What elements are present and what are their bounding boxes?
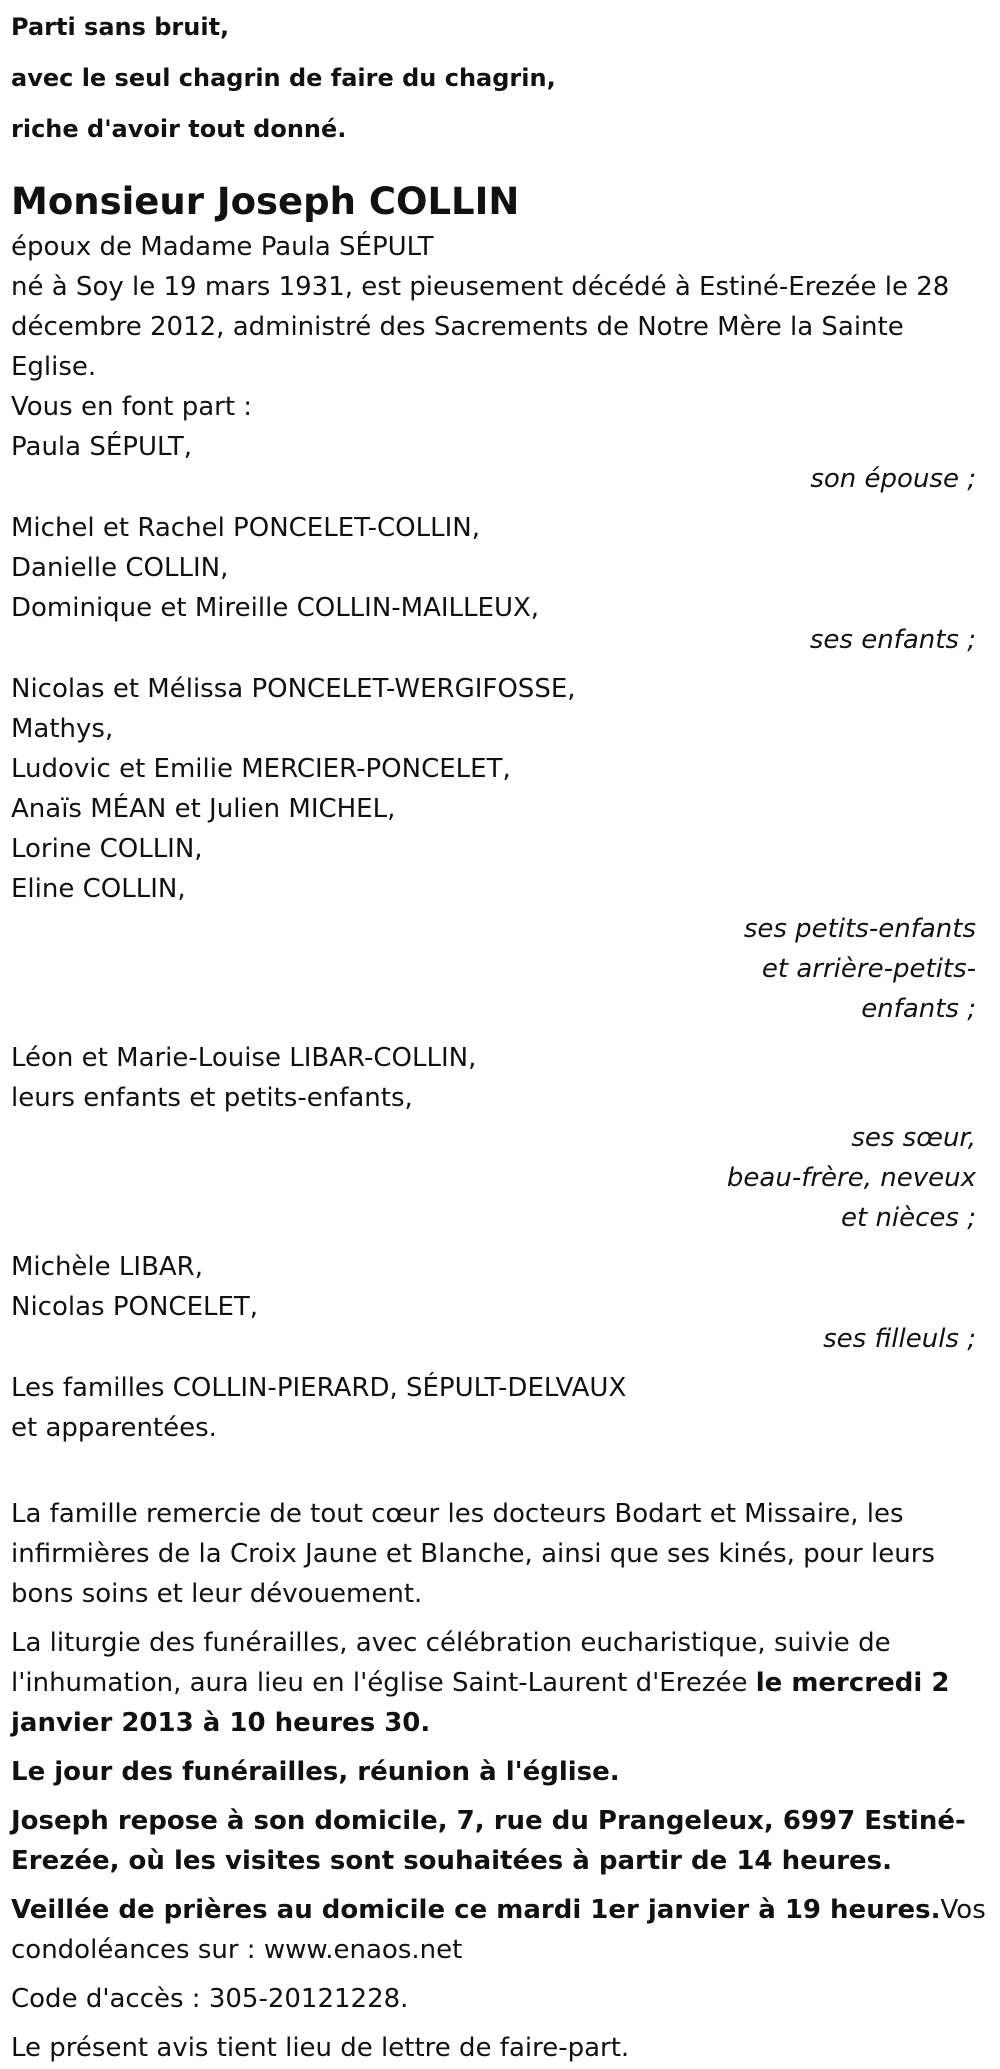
family-name-line: Lorine COLLIN, <box>11 834 203 864</box>
access-code: Code d'accès : 305-20121228. <box>11 1984 409 2014</box>
relation-label: et nièces ; <box>840 1203 976 1233</box>
liturgy-date: le mercredi 2 janvier 2013 à 10 heures 30. <box>11 1668 950 1738</box>
family-name-line: leurs enfants et petits-enfants, <box>11 1083 413 1113</box>
rest-place-text: Joseph repose à son domicile, 7, rue du Prangeleux, 6997 Estiné-Erezée, où les visites sont souhaitées à partir de 14 heures. <box>11 1806 966 1876</box>
relation-label: enfants ; <box>861 994 976 1024</box>
rest-place-paragraph <box>11 1801 989 1881</box>
family-name-line: Nicolas PONCELET, <box>11 1292 259 1322</box>
family-name-line: et apparentées. <box>11 1413 217 1443</box>
meeting-paragraph <box>11 1752 989 1792</box>
liturgy-paragraph <box>11 1623 989 1743</box>
family-group-spouse <box>11 427 989 499</box>
meeting-text: Le jour des funérailles, réunion à l'église. <box>11 1757 620 1787</box>
family-name-line: Ludovic et Emilie MERCIER-PONCELET, <box>11 754 511 784</box>
relation-label: ses enfants ; <box>809 625 976 655</box>
family-group-children <box>11 508 989 660</box>
family-group-godchildren <box>11 1247 989 1359</box>
vigil-text: Veillée de prières au domicile ce mardi 1er janvier à 19 heures. <box>11 1895 941 1925</box>
family-name-line: Léon et Marie-Louise LIBAR-COLLIN, <box>11 1043 477 1073</box>
family-name-line: Paula SÉPULT, <box>11 432 193 462</box>
family-name-line: Michèle LIBAR, <box>11 1252 204 1282</box>
epitaph-line: riche d'avoir tout donné. <box>11 115 347 143</box>
family-name-line: Michel et Rachel PONCELET-COLLIN, <box>11 513 480 543</box>
closing-note: Le présent avis tient lieu de lettre de faire-part. <box>11 2033 630 2063</box>
relation-label: ses filleuls ; <box>823 1324 976 1354</box>
family-name-line: Anaïs MÉAN et Julien MICHEL, <box>11 794 396 824</box>
family-name-line: Danielle COLLIN, <box>11 553 229 583</box>
relation-label: son épouse ; <box>810 464 976 494</box>
family-group-siblings <box>11 1038 989 1238</box>
family-name-line: Eline COLLIN, <box>11 874 186 904</box>
relation-label: et arrière-petits- <box>761 954 976 984</box>
relation-label: ses sœur, <box>851 1123 976 1153</box>
epitaph-line: Parti sans bruit, <box>11 13 230 41</box>
vigil-paragraph <box>11 1890 989 1970</box>
family-name-line: Nicolas et Mélissa PONCELET-WERGIFOSSE, <box>11 674 576 704</box>
announce-label: Vous en font part : <box>11 392 253 422</box>
family-group-grandchildren <box>11 669 989 1029</box>
epitaph <box>11 2 989 155</box>
thanks-paragraph: La famille remercie de tout cœur les docteurs Bodart et Missaire, les infirmières de la Croix Jaune et Blanche, ainsi que ses kinés, pour leurs bons soins et leur dévouement. <box>11 1499 935 1609</box>
family-name-line: Mathys, <box>11 714 114 744</box>
birth-death-text: né à Soy le 19 mars 1931, est pieusement décédé à Estiné-Erezée le 28 décembre 2012, administré des Sacrements de Notre Mère la Sainte Eglise. <box>11 272 950 382</box>
epitaph-line: avec le seul chagrin de faire du chagrin, <box>11 64 556 92</box>
relation-label: beau-frère, neveux <box>726 1163 976 1193</box>
liturgy-text: La liturgie des funérailles, avec célébration eucharistique, suivie de l'inhumation, aura lieu en l'église Saint-Laurent d'Erezée <box>11 1628 891 1698</box>
condolences-text: Vos condoléances sur : www.enaos.net <box>11 1895 986 1965</box>
relation-label: ses petits-enfants <box>743 914 976 944</box>
family-name-line: Les familles COLLIN-PIERARD, SÉPULT-DELVAUX <box>11 1373 627 1403</box>
spouse-line: époux de Madame Paula SÉPULT <box>11 232 434 262</box>
family-name-line: Dominique et Mireille COLLIN-MAILLEUX, <box>11 593 540 623</box>
deceased-name: Monsieur Joseph COLLIN <box>11 180 520 223</box>
family-relatives <box>11 1368 989 1448</box>
